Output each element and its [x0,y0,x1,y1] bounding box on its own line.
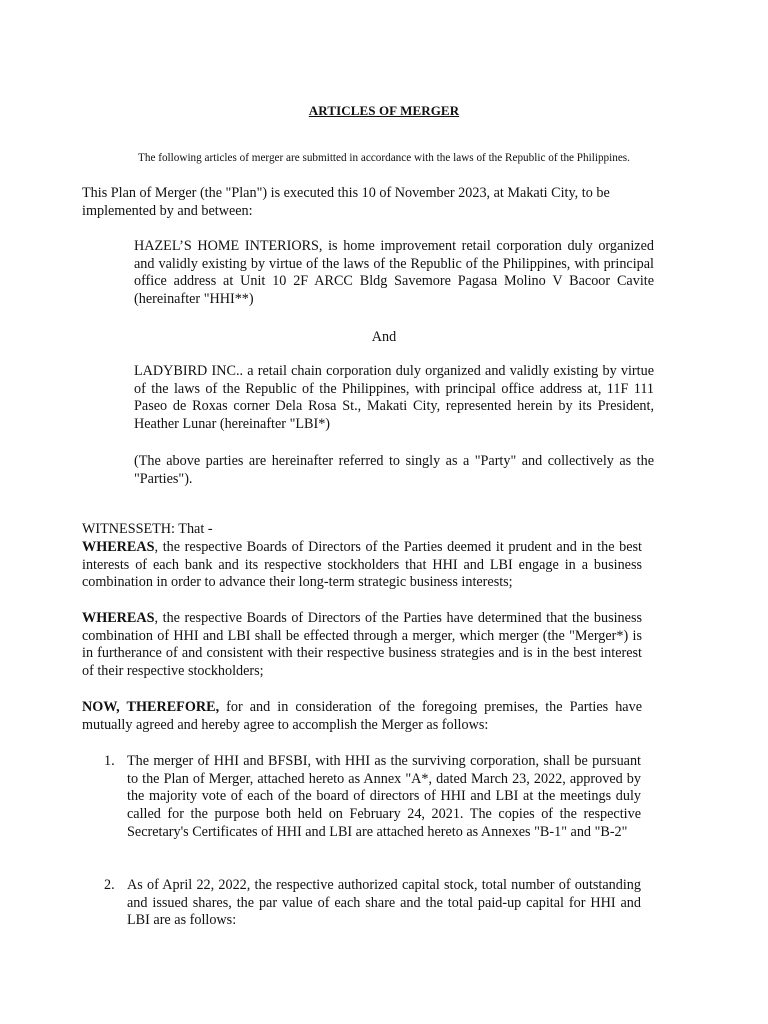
parties-note-paragraph: (The above parties are hereinafter referred to singly as a "Party" and collectively as the "Parties"). [134,453,654,487]
whereas-clause-2 [82,610,642,681]
list-item-number: 1. [104,753,115,769]
whereas-clause-1 [82,539,642,592]
witnesseth-heading: WITNESSETH: That - [82,521,213,537]
whereas-text-2: , the respective Boards of Directors of the Parties have determined that the business combination of HHI and LBI shall be effected through a merger, which merger (the "Merger*) is in furtherance of and consistent with their respective business strategies and is in the best interest of their respective stockholders; [82,610,642,680]
now-therefore-text: for and in consideration of the foregoing premises, the Parties have mutually agreed and hereby agree to accomplish the Merger as follows: [82,699,642,733]
whereas-lead-2: WHEREAS [82,610,155,626]
list-item-number: 2. [104,877,115,893]
list-item [104,753,644,863]
now-therefore-clause [82,699,642,734]
intro-paragraph: This Plan of Merger (the "Plan") is executed this 10 of November 2023, at Makati City, to be implemented by and between: [82,185,610,219]
and-separator: And [371,329,397,345]
list-item-text: The merger of HHI and BFSBI, with HHI as the surviving corporation, shall be pursuant to the Plan of Merger, attached hereto as Annex "A*, dated March 23, 2022, approved by the majority vote of each of the board of directors of HHI and LBI at the meetings duly called for the purpose both held on February 24, 2021. The copies of the respective Secretary's Certificates of HHI and LBI are attached hereto as Annexes "B-1" and "B-2" [127,753,641,840]
document-title: ARTICLES OF MERGER [308,103,460,118]
whereas-text-1: , the respective Boards of Directors of the Parties deemed it prudent and in the best interests of each bank and its respective stockholders that HHI and LBI engage in a business combination in order to advance their long-term strategic business interests; [82,539,642,591]
list-item [104,877,644,937]
document-subtitle: The following articles of merger are submitted in accordance with the laws of the Republic of the Philippines. [138,152,630,164]
list-item-text: As of April 22, 2022, the respective authorized capital stock, total number of outstanding and issued shares, the par value of each share and the total paid-up capital for HHI and LBI are as follows: [127,877,641,929]
party-two-paragraph: LADYBIRD INC.. a retail chain corporation duly organized and validly existing by virtue of the laws of the Republic of the Philippines, with principal office address at, 11F 111 Paseo de Roxas corner Dela Rosa St., Makati City, represented herein by its President, Heather Lunar (hereinafter "LBI*) [134,363,654,433]
party-one-paragraph: HAZEL’S HOME INTERIORS, is home improvement retail corporation duly organized and validly existing by virtue of the laws of the Republic of the Philippines, with principal office address at Unit 10 2F ARCC Bldg Savemore Pagasa Molino V Bacoor Cavite (hereinafter "HHI**) [134,238,654,308]
whereas-lead-1: WHEREAS [82,539,155,555]
now-therefore-lead: NOW, THEREFORE, [82,699,220,715]
